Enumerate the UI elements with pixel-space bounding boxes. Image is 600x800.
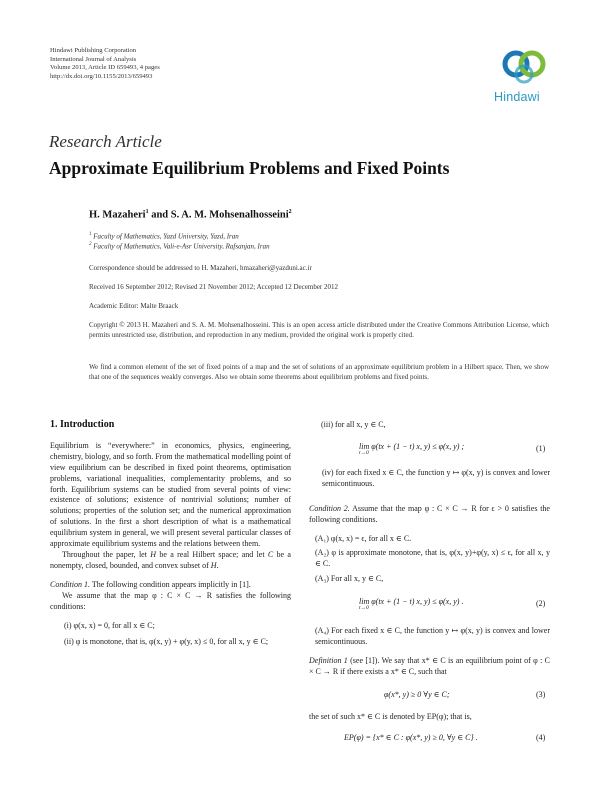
intro-paragraph-1: Equilibrium is “everywhere:” in economics, physics, engineering, chemistry, biology, and so forth. From the mathematical modelling point of view equilibrium can be described in fixed point theorems, optimisation problems, variational inequalities, complementarity problems, and so forth. Equilibrium systems can be studied from several points of view: existence of solutions; existence of nontrivial solutions; number of solutions; properties of the solution set; and the numerical approximation of solutions. In the first a short description of what is a mathematical equilibrium system in general, we will present several particular classes of approximate equilibrium systems and the relations between them. — [50, 440, 291, 549]
correspondence: Correspondence should be addressed to H. Mazaheri, hmazaheri@yazduni.ac.ir — [89, 264, 312, 272]
author-1[interactable]: H. Mazaheri — [89, 209, 146, 221]
copyright: Copyright © 2013 H. Mazaheri and S. A. M. Mohsenalhosseini. This is an open access article distributed under the Creative Commons Attribution License, which permits unrestricted use, distribution, and reproduction in any medium, provided the original work is properly cited. — [89, 321, 549, 339]
condition-1-text: The following condition appears implicitly in [1]. — [90, 579, 251, 589]
definition-1-label: Definition 1 — [309, 656, 348, 665]
affiliation-2-sup: 2 — [89, 242, 92, 247]
equation-1 — [359, 442, 464, 456]
condition-iii: (iii) for all x, y ∈ C, — [321, 420, 386, 429]
section-heading: 1. Introduction — [50, 419, 115, 430]
condition-a4: (A₄) For each fixed x ∈ C, the function y ↦ φ(x, y) is convex and lower semicontinuous. — [315, 626, 550, 646]
intro-paragraph-3: We assume that the map φ : C × C → R satisfies the following conditions: — [50, 590, 291, 611]
condition-ii: (ii) φ is monotone, that is, φ(x, y) + φ(y, x) ≤ 0, for all x, y ∈ C; — [64, 637, 269, 647]
set-definition-text: the set of such x* ∈ C is denoted by EP(φ); that is, — [309, 712, 472, 721]
equation-4: EP(φ) = {x* ∈ C : φ(x*, y) ≥ 0, ∀y ∈ C} . — [344, 733, 478, 742]
condition-i: (i) φ(x, x) = 0, for all x ∈ C; — [64, 620, 155, 630]
affiliation-1 — [89, 232, 239, 240]
academic-editor: Academic Editor: Malte Braack — [89, 302, 179, 310]
page-title: Approximate Equilibrium Problems and Fixed Points — [49, 158, 450, 178]
author-1-sup: 1 — [145, 209, 149, 215]
affiliation-2 — [89, 242, 270, 250]
condition-2-text: Assume that the map φ : C × C → R for ϵ > 0 satisfies the following conditions. — [309, 504, 550, 524]
doi-link[interactable]: http://dx.doi.org/10.1155/2013/659493 — [50, 72, 153, 80]
condition-1-label: Condition 1. — [50, 579, 91, 589]
equation-2-body: lim φ(tx + (1 − t) x, y) ≤ φ(x, y) . — [359, 597, 464, 606]
authors — [89, 209, 292, 221]
definition-1-text: (see [1]). We say that x* ∈ C is an equilibrium point of φ : C × C → R if there exists a x* ∈ C, such that — [309, 656, 550, 676]
publisher-line: Hindawi Publishing Corporation — [50, 47, 137, 54]
journal-line: International Journal of Analysis — [50, 55, 137, 63]
right-column — [309, 420, 550, 431]
equation-1-sub: t→0 — [359, 450, 369, 456]
author-2-sup: 2 — [288, 209, 292, 215]
condition-2 — [309, 504, 550, 526]
affiliation-1-text: Faculty of Mathematics, Yazd University, Yazd, Iran — [93, 232, 239, 241]
authors-and: and — [148, 209, 171, 221]
hindawi-logo-text: Hindawi — [494, 90, 540, 104]
author-2[interactable]: S. A. M. Mohsenalhosseini — [170, 209, 289, 221]
affiliation-1-sup: 1 — [89, 232, 92, 237]
equation-3-number: (3) — [536, 690, 546, 699]
equation-1-body: lim φ(tx + (1 − t) x, y) ≤ φ(x, y) ; — [359, 442, 465, 451]
equation-2-sub: t→0 — [359, 605, 369, 611]
volume-line: Volume 2013, Article ID 659493, 4 pages — [50, 64, 160, 72]
equation-1-number: (1) — [536, 444, 546, 453]
definition-1 — [309, 656, 550, 678]
equation-4-number: (4) — [536, 733, 546, 742]
condition-1 — [50, 580, 291, 591]
condition-iv: (iv) for each fixed x ∈ C, the function y ↦ φ(x, y) is convex and lower semicontinuous. — [322, 468, 550, 488]
condition-a2: (A₂) φ is approximate monotone, that is, φ(x, y)+φ(y, x) ≤ ϵ, for all x, y ∈ C. — [315, 548, 550, 568]
left-column — [50, 420, 291, 648]
condition-2-label: Condition 2. — [309, 504, 350, 513]
affiliation-2-text: Faculty of Mathematics, Vali-e-Asr University, Rafsanjan, Iran — [93, 242, 270, 251]
condition-a1: (A₁) φ(x, x) = ϵ, for all x ∈ C. — [315, 534, 412, 543]
journal-header — [50, 47, 160, 81]
abstract: We find a common element of the set of fixed points of a map and the set of solutions of an approximate equilibrium problem in a Hilbert space. Then, we show that one of the sequences weakly converges. Also we obtain some theorems about equilibrium problems and fixed points. — [89, 363, 549, 381]
condition-a3: (A₃) For all x, y ∈ C, — [315, 574, 384, 583]
equation-2-number: (2) — [536, 599, 546, 608]
intro-paragraph-2: Throughout the paper, let H be a real Hilbert space; and let C be a nonempty, closed, bounded, and convex subset of H. — [50, 549, 291, 570]
article-type: Research Article — [49, 132, 162, 151]
dates: Received 16 September 2012; Revised 21 November 2012; Accepted 12 December 2012 — [89, 283, 339, 291]
equation-2 — [359, 597, 463, 611]
equation-3: φ(x*, y) ≥ 0 ∀y ∈ C; — [384, 690, 450, 699]
